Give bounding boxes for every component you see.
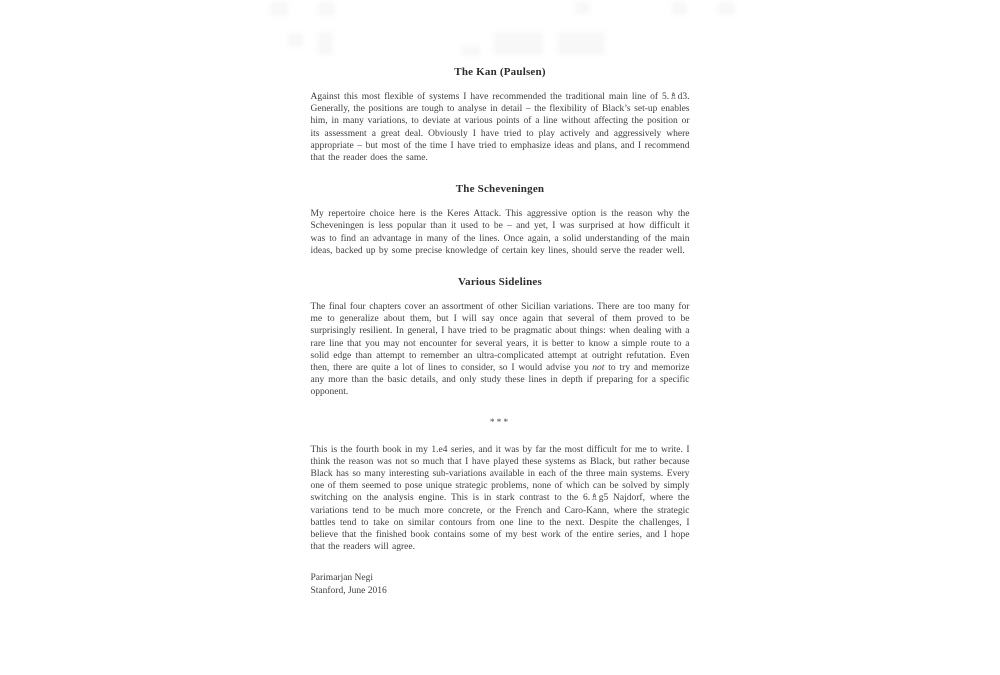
sidelines-emphasis-not: not bbox=[592, 363, 605, 374]
scan-artifact bbox=[672, 2, 687, 15]
scan-artifact bbox=[318, 32, 333, 55]
scan-artifact bbox=[461, 46, 480, 56]
scan-artifact bbox=[575, 2, 590, 14]
author-place-date: Stanford, June 2016 bbox=[310, 586, 387, 597]
scan-artifact bbox=[558, 32, 605, 55]
signature-block bbox=[311, 572, 690, 598]
section-heading-scheveningen: The Scheveningen bbox=[455, 183, 545, 196]
text-column bbox=[311, 0, 690, 598]
scan-artifact bbox=[318, 2, 335, 16]
scan-artifact bbox=[270, 2, 288, 16]
scan-artifact bbox=[494, 32, 543, 55]
paragraph-kan: Against this most flexible of systems I have recommended the traditional main line of 5.♗d3. Generally, the positions are tough to analyse in detail – the flexibility of Black’s set-up enables him, in many variations, to deviate at various points of a line without affecting the position or its assessment a great deal. Obviously I have tried to play actively and aggressively where appropriate – but most of the time I have tried to emphasize ideas and plans, and I recommend that the reader does the same. bbox=[310, 92, 690, 164]
paragraph-closing: This is the fourth book in my 1.e4 series, and it was by far the most difficult for me to write. I think the reason was not so much that I have played these systems as Black, but rather because Black has so many interesting sub-variations available in each of the three main systems. Every one of them seemed to pose unique strategic problems, none of which can be solved by simply switching on the analysis engine. This is in stark contrast to the 6.♗g5 Najdorf, where the variations tend to be much more concrete, or the French and Caro-Kann, where the strategic battles tend to take on similar contours from one line to the next. Despite the challenges, I believe that the finished book contains some of my best work of the entire series, and I hope that the readers will agree. bbox=[310, 444, 690, 553]
sidelines-text-after: to try and memorize any more than the basic details, and only study these lines in depth if preparing for a specific opponent. bbox=[310, 363, 690, 398]
section-heading-kan: The Kan (Paulsen) bbox=[454, 66, 546, 78]
scan-artifact bbox=[718, 2, 735, 15]
asterisk-divider: *** bbox=[489, 417, 511, 428]
sidelines-text-before: The final four chapters cover an assortment of other Sicilian variations. There are too many for me to generalize about them, but I will say once again that several of them proved to be surprisingly resilient. In general, I have tried to be pragmatic about things: when dealing with a rare line that you may not encounter for several years, it is better to know a simple route to a solid edge than attempt to remember an ultra-complicated attempt at outright refutation. Even then, there are quite a lot of lines to consider, so I would advise you bbox=[310, 302, 690, 374]
paragraph-scheveningen: My repertoire choice here is the Keres Attack. This aggressive option is the reason why the Scheveningen is less popular than it used to be – and yet, I was surprised at how difficult it was to find an advantage in many of the lines. Once again, a solid understanding of the main ideas, backed up by some precise knowledge of certain key lines, should serve the reader well. bbox=[310, 209, 690, 256]
scan-artifact bbox=[288, 33, 303, 47]
paragraph-sidelines bbox=[311, 301, 690, 399]
section-heading-sidelines: Various Sidelines bbox=[458, 276, 542, 289]
author-name: Parimarjan Negi bbox=[310, 573, 374, 584]
